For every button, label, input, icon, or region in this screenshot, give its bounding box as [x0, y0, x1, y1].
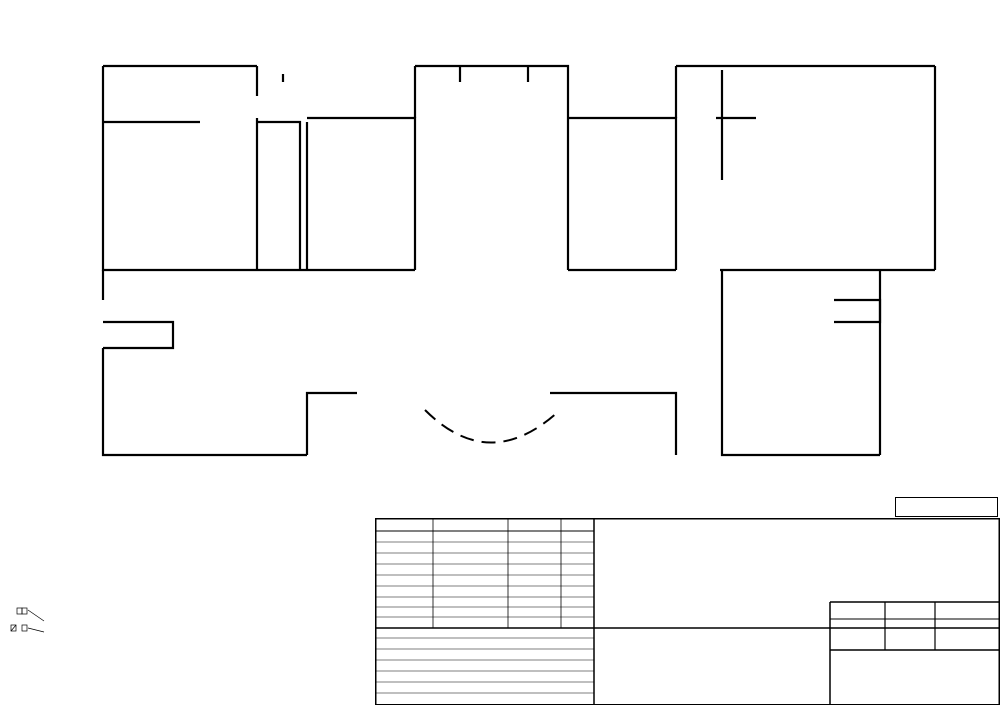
legend-symbol: [6, 606, 50, 642]
title-block-lines: [375, 518, 1000, 705]
title-block: [375, 518, 1000, 705]
curved-entrance: [425, 410, 560, 443]
walls: [103, 66, 935, 455]
elevation-note: [895, 497, 998, 517]
